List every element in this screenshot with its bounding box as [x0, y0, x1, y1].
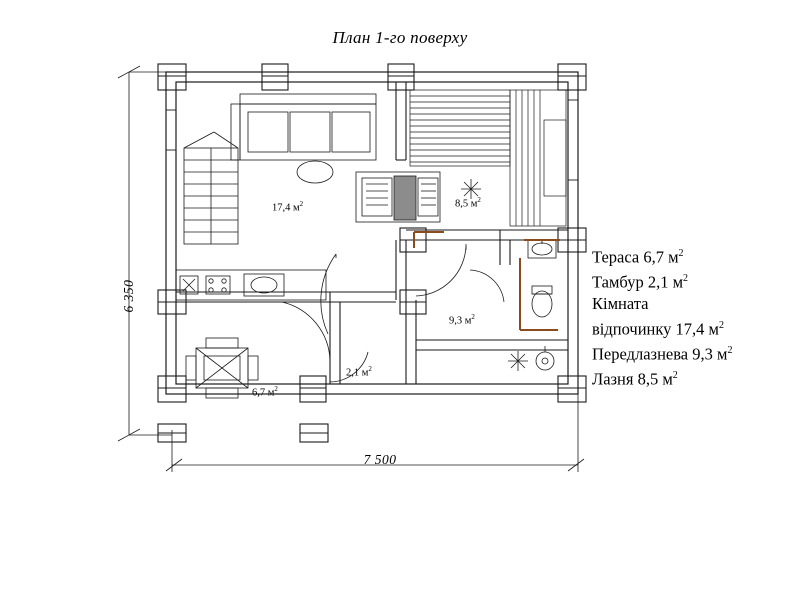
sofa-furniture	[231, 94, 376, 160]
round-table	[297, 161, 333, 183]
dimension-vertical: 6 350	[121, 279, 136, 313]
threshold-accents	[414, 232, 560, 330]
page-title: План 1-го поверху	[332, 28, 468, 47]
stove-core	[394, 176, 416, 220]
room-label-tambour: 2,1 $м^2$	[346, 365, 372, 379]
drain-icon	[461, 179, 481, 199]
legend-item-tambour: Тамбур 2,1 $м^2$	[592, 272, 689, 292]
sauna-benches	[410, 90, 566, 226]
room-label-sauna: 8,5 $м^2$	[455, 196, 481, 210]
dimension-horizontal: 7 500	[363, 452, 397, 467]
dining-set	[186, 338, 258, 398]
bathroom-fixtures	[461, 179, 556, 371]
legend-item-pre-sauna: Передлазнева 9,3 $м^2$	[592, 344, 733, 363]
staircase	[184, 132, 238, 244]
room-label-terrace: 6,7 $м^2$	[252, 385, 278, 399]
legend-item-rest-room: відпочинку 17,4 $м^2$	[592, 319, 724, 338]
legend-item-terrace: Тераса 6,7 $м^2$	[592, 247, 684, 267]
room-label-living: 17,4 $м^2$	[272, 200, 304, 214]
legend-item-room: Кімната	[592, 294, 649, 313]
drain-icon-2	[508, 351, 528, 371]
door-swings	[282, 244, 504, 382]
room-label-pre-sauna: 9,3 $м^2$	[449, 313, 475, 327]
legend-item-sauna: Лазня 8,5 $м^2$	[592, 369, 678, 388]
dimension-lines	[118, 66, 584, 472]
kitchen-counter	[176, 270, 326, 300]
interior-walls	[176, 82, 568, 384]
